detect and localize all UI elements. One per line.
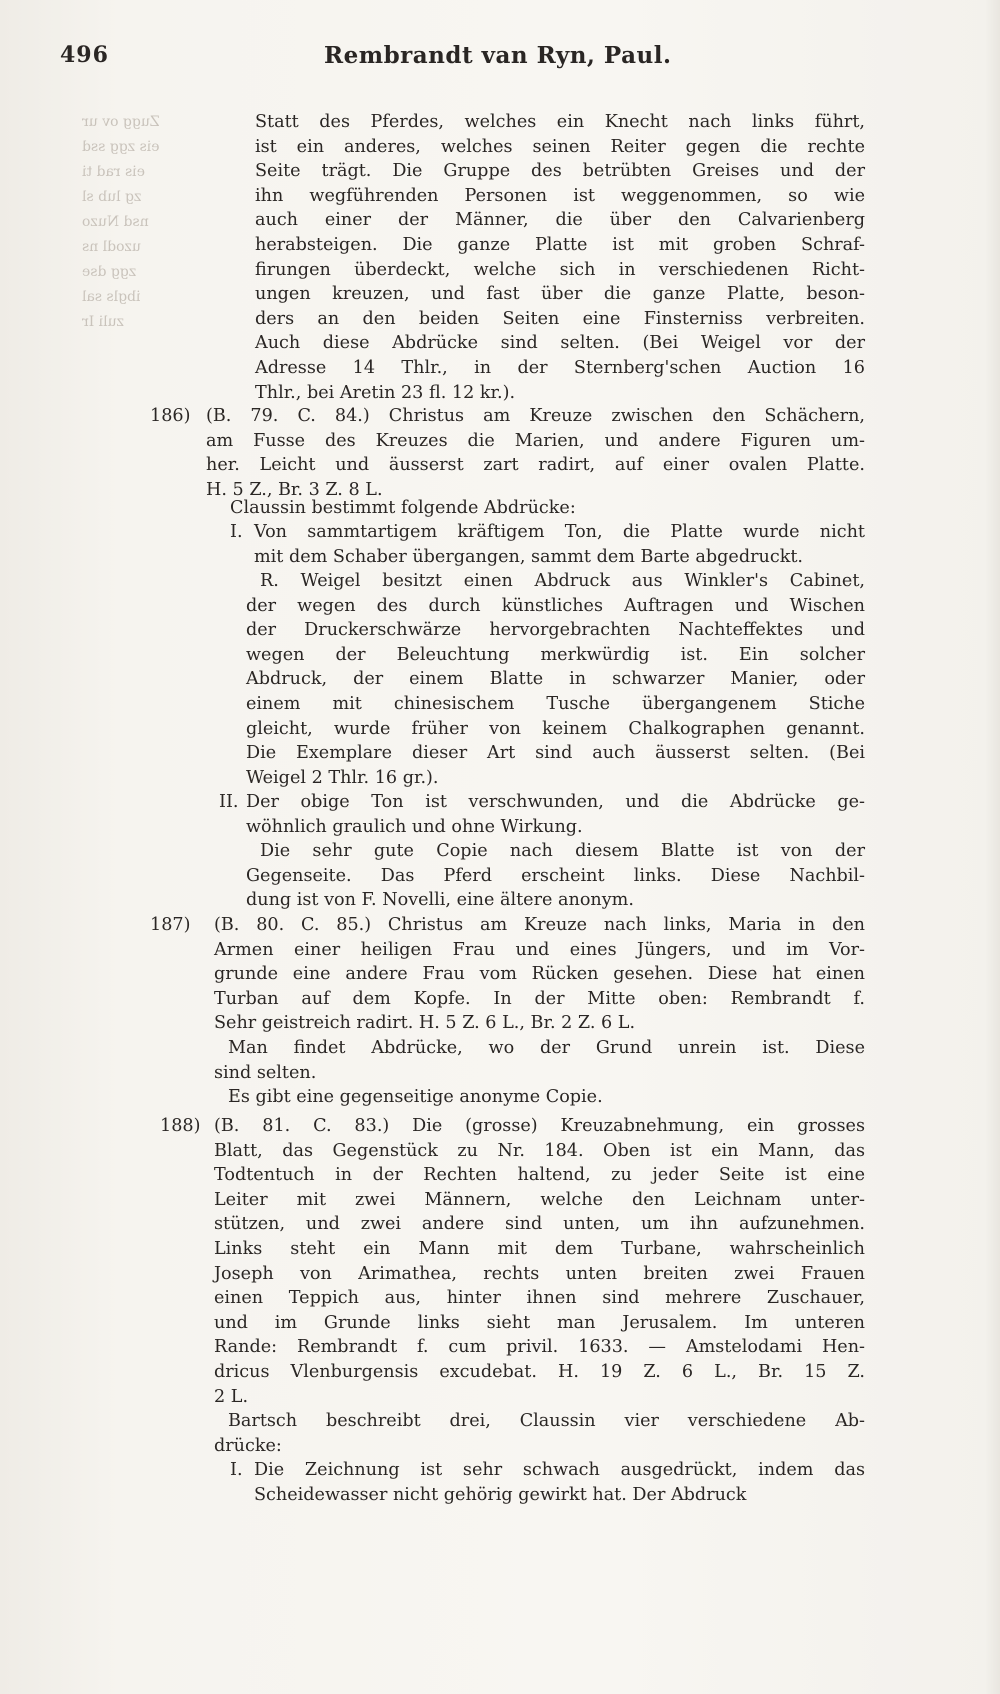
text-line: 2 L. [214,1386,249,1407]
text-line: Abdruck, der einem Blatte in schwarzer Manier, oder [246,669,865,690]
text-line: Bartsch beschreibt drei, Claussin vier verschiedene Ab- [228,1411,865,1431]
text-line: wegen der Beleuchtung merkwürdig ist. Ein solcher [246,644,865,665]
text-line: ders an den beiden Seiten eine Finsterniss verbreiten. [255,308,865,329]
text-line: Adresse 14 Thlr., in der Sternberg'schen Auction 16 [255,358,865,378]
text-line: Die Zeichnung ist sehr schwach ausgedrückt, indem das [254,1460,865,1480]
page-header [60,42,940,82]
text-line: wöhnlich graulich und ohne Wirkung. [246,816,583,837]
text-line: und im Grunde links sieht man Jerusalem. Im unteren [214,1312,865,1333]
text-line: her. Leicht und äusserst zart radirt, auf einer ovalen Platte. [206,455,865,476]
text-line: (B. 79. C. 84.) Christus am Kreuze zwischen den Schächern, [206,406,865,426]
text-line: Der obige Ton ist verschwunden, und die Abdrücke ge- [246,792,865,812]
text-line: Seite trägt. Die Gruppe des betrübten Greises und der [255,161,865,182]
text-line: stützen, und zwei andere sind unten, um ihn aufzunehmen. [214,1214,865,1235]
text-line: Claussin bestimmt folgende Abdrücke: [230,498,576,518]
text-line: herabsteigen. Die ganze Platte ist mit groben Schraf- [255,235,865,255]
text-line: Links steht ein Mann mit dem Turbane, wahrscheinlich [214,1239,865,1259]
text-line: auch einer der Männer, die über den Calvarienberg [255,210,865,231]
text-line: gleicht, wurde früher von keinem Chalkographen genannt. [246,718,865,739]
text-line: drücke: [214,1435,282,1456]
text-line: Thlr., bei Aretin 23 fl. 12 kr.). [255,382,516,403]
text-line: (B. 81. C. 83.) Die (grosse) Kreuzabnehmung, ein grosses [214,1116,865,1136]
page-edge [986,0,1000,1694]
text-line: Sehr geistreich radirt. H. 5 Z. 6 L., Br. 2 Z. 6 L. [214,1013,636,1034]
entry-number: I. [230,1460,243,1480]
text-line: (B. 80. C. 85.) Christus am Kreuze nach links, Maria in den [214,915,865,935]
text-line: Armen einer heiligen Frau und eines Jüngers, und im Vor- [214,939,865,960]
text-line: der wegen des durch künstliches Auftragen und Wischen [246,595,865,616]
text-line: Turban auf dem Kopfe. In der Mitte oben: Rembrandt f. [214,988,865,1009]
text-line: firungen überdeckt, welche sich in verschiedenen Richt- [255,259,865,280]
text-line: H. 5 Z., Br. 3 Z. 8 L. [206,479,383,500]
text-line: ist ein anderes, welches seinen Reiter gegen die rechte [255,136,865,157]
running-head: Rembrandt van Ryn, Paul. [324,42,672,69]
entry-number: II. [219,792,239,812]
text-line: Gegenseite. Das Pferd erscheint links. Diese Nachbil- [246,865,865,886]
text-line: Weigel 2 Thlr. 16 gr.). [246,767,439,788]
entry-number: 188) [160,1116,201,1136]
text-line: einen Teppich aus, hinter ihnen sind mehrere Zuschauer, [214,1288,865,1309]
text-line: Blatt, das Gegenstück zu Nr. 184. Oben ist ein Mann, das [214,1140,865,1161]
entry-number: 186) [150,406,191,426]
text-line: Joseph von Arimathea, rechts unten breiten zwei Frauen [214,1263,865,1284]
text-line: ihn wegführenden Personen ist weggenommen, so wie [255,185,865,206]
text-line: R. Weigel besitzt einen Abdruck aus Winkler's Cabinet, [260,571,865,591]
text-line: dung ist von F. Novelli, eine ältere anonym. [246,890,634,911]
text-line: Rande: Rembrandt f. cum privil. 1633. — Amstelodami Hen- [214,1337,865,1358]
text-line: Es gibt eine gegenseitige anonyme Copie. [228,1087,603,1107]
entry-number: I. [230,522,243,542]
text-line: grunde eine andere Frau vom Rücken gesehen. Diese hat einen [214,964,865,985]
text-line: Leiter mit zwei Männern, welche den Leichnam unter- [214,1189,865,1210]
text-line: ungen kreuzen, und fast über die ganze Platte, beson- [255,284,865,305]
text-line: Todtentuch in der Rechten haltend, zu jeder Seite ist eine [214,1165,865,1186]
text-line: dricus Vlenburgensis excudebat. H. 19 Z. 6 L., Br. 15 Z. [214,1362,865,1382]
text-line: Man findet Abdrücke, wo der Grund unrein ist. Diese [228,1038,865,1058]
text-line: am Fusse des Kreuzes die Marien, und andere Figuren um- [206,430,865,451]
text-line: Die Exemplare dieser Art sind auch äusserst selten. (Bei [246,743,865,764]
text-line: Von sammtartigem kräftigem Ton, die Platte wurde nicht [254,522,865,542]
text-line: mit dem Schaber übergangen, sammt dem Barte abgedruckt. [254,546,804,567]
text-line: der Druckerschwärze hervorgebrachten Nachteffektes und [246,620,865,641]
text-line: Statt des Pferdes, welches ein Knecht nach links führt, [255,112,865,132]
text-line: einem mit chinesischem Tusche übergangenem Stiche [246,694,865,714]
text-line: Auch diese Abdrücke sind selten. (Bei Weigel vor der [255,333,865,354]
show-through-text: Zugg ov ur eis zgg ssd eis rad ti zg lub sl nsd Nuzo uzodl ns zgg dse ibgls sal zuli Ir [82,114,160,330]
entry-number: 187) [150,915,191,935]
page-number: 496 [60,42,109,68]
text-line: Scheidewasser nicht gehörig gewirkt hat. Der Abdruck [254,1484,747,1505]
text-line: sind selten. [214,1062,317,1083]
text-line: Die sehr gute Copie nach diesem Blatte ist von der [260,841,865,861]
